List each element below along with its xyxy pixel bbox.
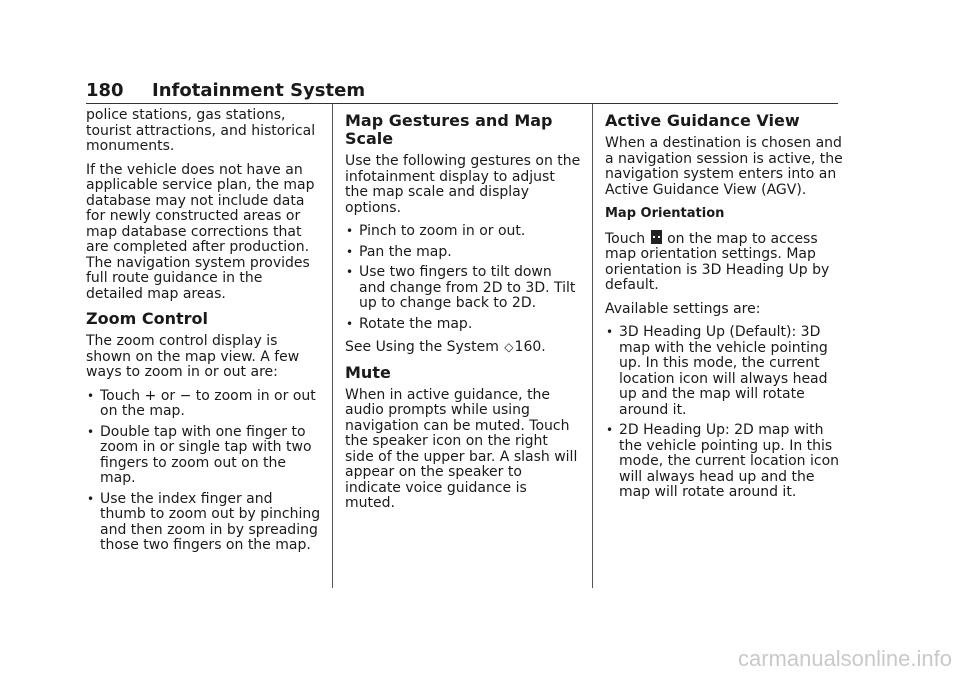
gestures-bullet-list <box>345 224 581 332</box>
column-divider-2 <box>592 104 593 588</box>
cross-reference[interactable]: See Using the System ◇160. <box>345 339 546 355</box>
paragraph-available-settings: Available settings are: <box>605 300 761 317</box>
column-3 <box>605 108 843 509</box>
list-item: • 2D Heading Up: 2D map with the vehicle pointing up. In this mode, the current location icon will always head up and the map will rotate around it. <box>606 422 840 500</box>
bullet-icon: • <box>346 316 354 331</box>
paragraph-zoom-intro: The zoom control display is shown on the map view. A few ways to zoom in or out are: <box>86 333 300 380</box>
bullet-icon: • <box>87 424 95 439</box>
zoom-bullet-list <box>86 389 322 554</box>
column-2 <box>345 108 581 520</box>
watermark: carmanualsonline.info <box>737 646 952 671</box>
heading-map-gestures: Map Gestures and Map Scale <box>345 111 553 148</box>
paragraph-service-plan: If the vehicle does not have an applicable service plan, the map database may not include data for newly constructed areas or map database corrections that are completed after production. The navigation system provides full route guidance in the detailed map areas. <box>86 161 315 302</box>
paragraph-agv: When a destination is chosen and a navigation session is active, the navigation system enters into an Active Guidance View (AGV). <box>605 135 843 198</box>
cross-reference-page[interactable]: 160. <box>514 339 546 355</box>
paragraph-poi: police stations, gas stations, tourist attractions, and historical monuments. <box>86 107 316 154</box>
bullet-icon: • <box>346 244 354 259</box>
paragraph-mute: When in active guidance, the audio prompts while using navigation can be muted. Touch the speaker icon on the right side of the upper bar. A slash will appear on the speaker to indicate voice guidance is muted. <box>345 386 578 511</box>
bullet-icon: • <box>606 325 614 339</box>
bullet-icon: • <box>346 224 354 238</box>
column-1 <box>86 108 322 562</box>
orientation-bullet-list <box>605 325 843 501</box>
bullet-icon: • <box>87 388 95 403</box>
list-item: • Touch + or − to zoom in or out on the map. <box>87 387 316 419</box>
list-item: • Use two fingers to tilt down and change from 2D to 3D. Tilt up to change back to 2D. <box>346 264 576 311</box>
column-divider-1 <box>332 104 333 588</box>
list-item: • Pan the map. <box>346 243 452 260</box>
heading-zoom-control: Zoom Control <box>86 309 208 328</box>
bullet-icon: • <box>346 265 354 279</box>
heading-mute: Mute <box>345 362 391 382</box>
header-rule <box>86 103 838 104</box>
paragraph-touch-orientation: Touch on the map to access map orientation settings. Map orientation is 3D Heading Up by default. <box>605 230 830 293</box>
heading-map-orientation: Map Orientation <box>605 206 725 221</box>
list-item: • Double tap with one finger to zoom in or single tap with two fingers to zoom out on the map. <box>87 423 312 486</box>
heading-active-guidance-view: Active Guidance View <box>605 111 800 130</box>
list-item: • Use the index finger and thumb to zoom out by pinching and then zoom in by spreading those two fingers on the map. <box>87 490 321 553</box>
list-item: • Rotate the map. <box>346 315 473 332</box>
bullet-icon: • <box>87 491 95 506</box>
list-item: • 3D Heading Up (Default): 3D map with the vehicle pointing up. In this mode, the current location icon will always head up and the map will rotate around it. <box>606 324 828 418</box>
cross-reference-icon: ◇ <box>504 340 514 354</box>
paragraph-gestures-intro: Use the following gestures on the infotainment display to adjust the map scale and display options. <box>345 153 581 216</box>
page-header <box>86 80 838 104</box>
list-item: • Pinch to zoom in or out. <box>346 223 526 239</box>
page-number: 180 <box>86 80 124 101</box>
map-orientation-icon <box>651 230 662 244</box>
bullet-icon: • <box>606 423 614 437</box>
section-title: Infotainment System <box>152 80 366 101</box>
